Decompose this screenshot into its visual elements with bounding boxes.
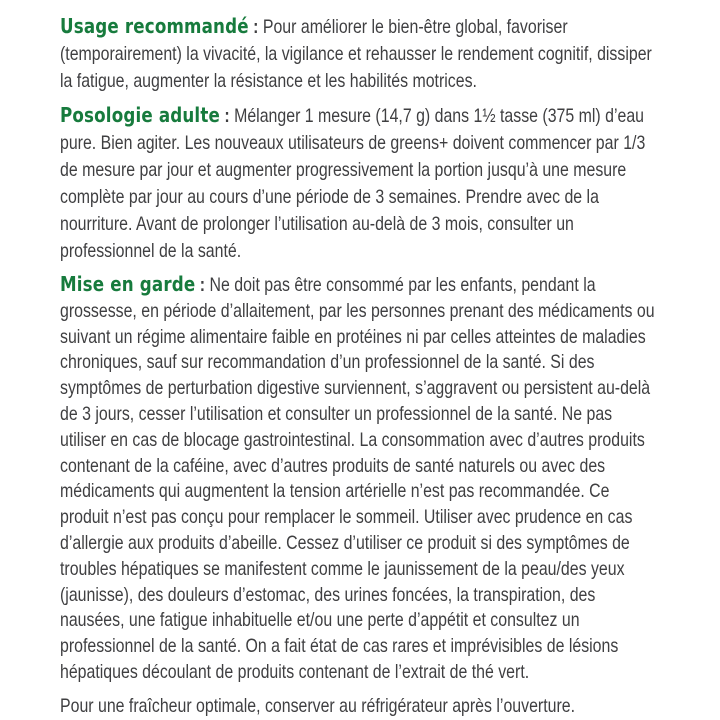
section-body-mise-en-garde: Ne doit pas être consommé par les enfants, pendant la grossesse, en période d’allaitement, par les personnes prenant des médicaments ou suivant un régime alimentaire faible en protéines ni par celles atteintes de maladies chroniques, sauf sur recommandation d’un professionnel de la santé. Si des symptômes de perturbation digestive surviennent, s’aggravent ou persistent au-delà de 3 jours, cesser l’utilisation et consulter un professionnel de la santé. Ne pas utiliser en cas de blocage gastrointestinal. La consommation avec d’autres produits contenant de la caféine, avec d’autres produits de santé naturels ou avec des médicaments qui augmentent la tension artérielle n’est pas recommandée. Ce produit n’est pas conçu pour remplacer le sommeil. Utiliser avec prudence en cas d’allergie aux produits d’abeille. Cessez d’utiliser ce produit si des symptômes de troubles hépatiques se manifestent comme le jaunissement de la peau/des yeux (jaunisse), des douleurs d’estomac, des urines foncées, la transpiration, des nausées, une fatigue inhabituelle et/ou une perte d’appétit et consultez un professionnel de la santé. On a fait état de cas rares et imprévisibles de lésions hépatiques découlant de produits contenant de l’extrait de thé vert. (60, 274, 655, 683)
heading-separator: : (219, 105, 235, 127)
section-heading-mise-en-garde: Mise en garde (60, 272, 196, 296)
heading-separator: : (248, 16, 263, 38)
section-mise-en-garde (60, 272, 660, 686)
section-heading-usage: Usage recommandé (60, 14, 249, 38)
label-text-block (60, 13, 660, 719)
section-usage-recommande (60, 13, 660, 95)
section-posologie-adulte (60, 102, 660, 265)
section-body-posologie: Mélanger 1 mesure (14,7 g) dans 1½ tasse (375 ml) d’eau pure. Bien agiter. Les nouveaux utilisateurs de greens+ doivent commencer par 1/3 de mesure par jour et augmenter progressivement la portion jusqu’à une mesure complète par jour au cours d’une période de 3 semaines. Prendre avec de la nourriture. Avant de prolonger l’utilisation au-delà de 3 mois, consulter un professionnel de la santé. (60, 105, 646, 262)
heading-separator: : (195, 274, 210, 296)
section-conservation (60, 693, 660, 719)
section-body-conservation: Pour une fraîcheur optimale, conserver au réfrigérateur après l’ouverture. (60, 694, 576, 717)
section-heading-posologie: Posologie adulte (60, 103, 220, 127)
section-body-usage: Pour améliorer le bien-être global, favoriser (temporairement) la vivacité, la vigilance et rehausser le rendement cognitif, dissiper la fatigue, augmenter la résistance et les habilités motrices. (60, 16, 652, 92)
